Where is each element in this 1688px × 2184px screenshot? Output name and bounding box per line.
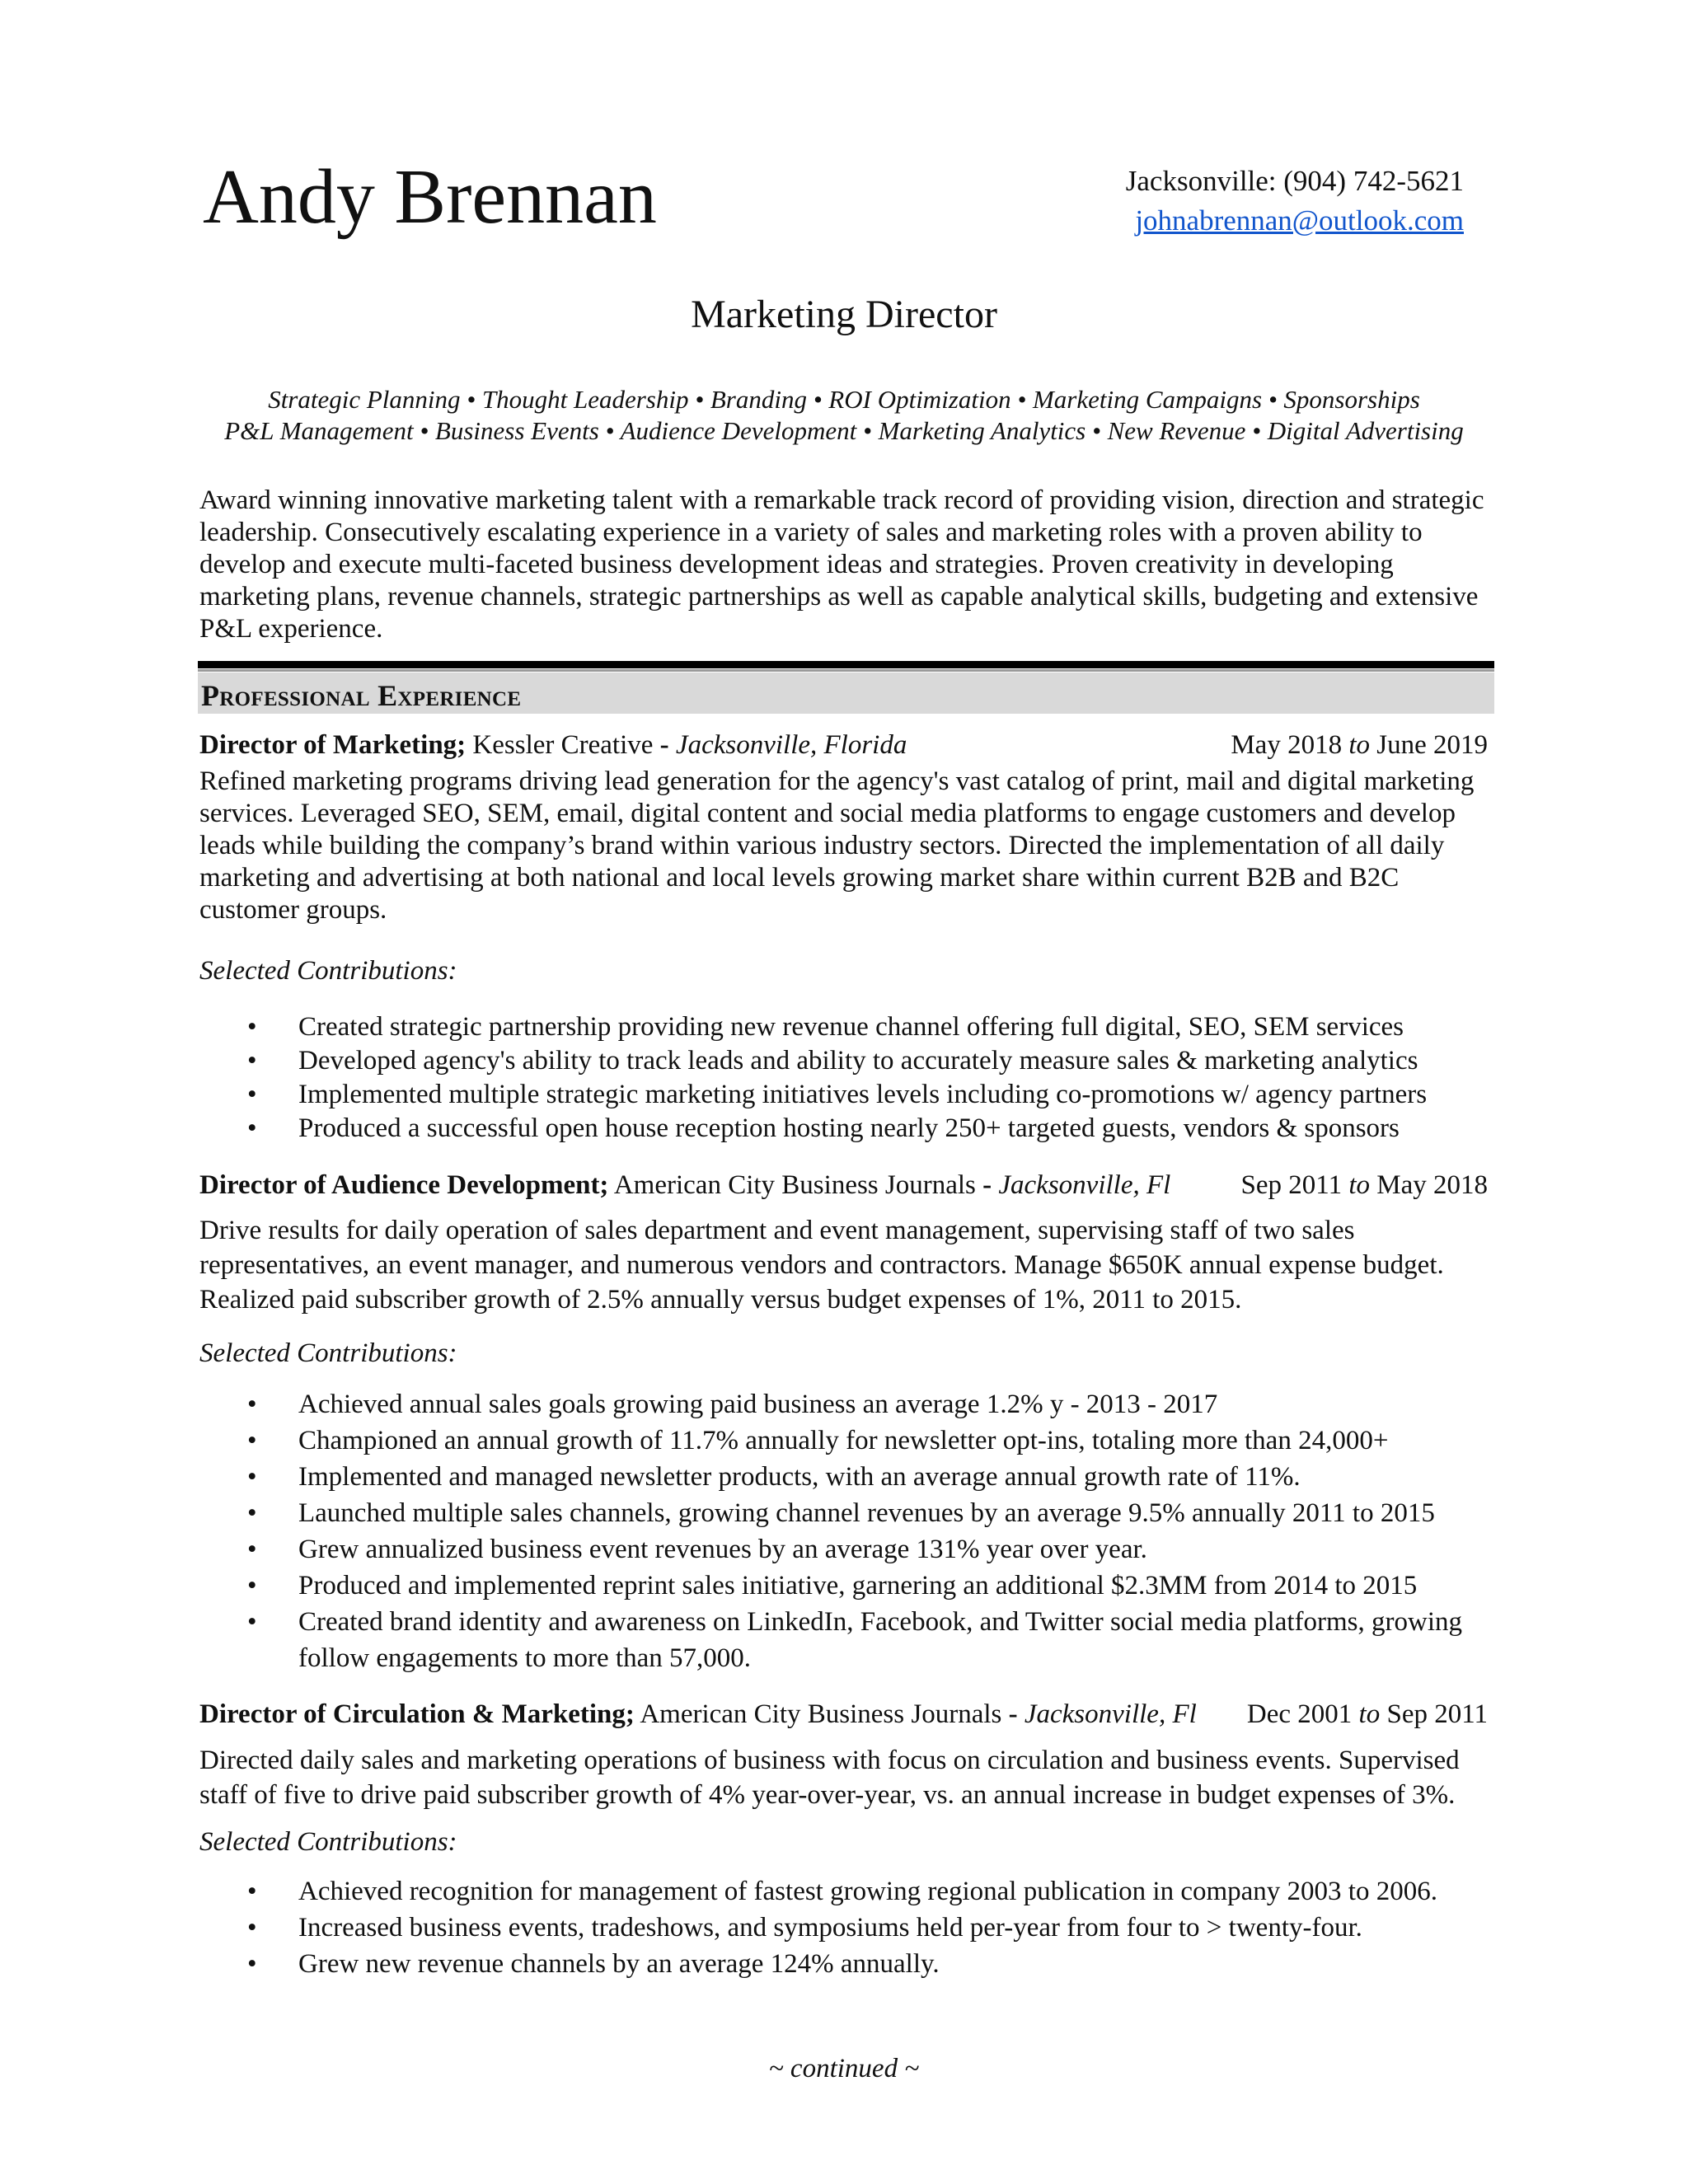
job-role-line (199, 1699, 1197, 1729)
job-start: May 2018 (1231, 730, 1349, 760)
list-item: • Increased business events, tradeshows, and symposiums held per-year from four to > twenty-four. (199, 1910, 1498, 1946)
job-separator: - (659, 730, 676, 760)
list-item: • Produced a successful open house reception hosting nearly 250+ targeted guests, vendors & sponsors (199, 1112, 1498, 1146)
job-dates (1241, 1170, 1488, 1200)
job-description: Drive results for daily operation of sales department and event management, supervising staff of two sales representatives, an event manager, and numerous vendors and contractors. Manage $650K annual expense budget. Realized paid subscriber growth of 2.5% annually versus budget expenses of 1%, 2011 to 2015. (199, 1216, 1444, 1315)
candidate-name: Andy Brennan (203, 154, 657, 240)
contributions-list (199, 1010, 1498, 1146)
job-start: Dec 2001 (1246, 1699, 1359, 1729)
job-dates (1247, 1699, 1488, 1729)
email-link[interactable]: johnabrennan@outlook.com (1135, 204, 1464, 237)
job-end: June 2019 (1370, 730, 1488, 760)
continued-note: ~ continued ~ (768, 2054, 920, 2083)
job-end: May 2018 (1370, 1170, 1488, 1200)
section-title: Professional Experience (201, 679, 522, 712)
list-item: • Implemented and managed newsletter products, with an average annual growth rate of 11%. (199, 1459, 1498, 1495)
list-item: • Produced and implemented reprint sales initiative, garnering an additional $2.3MM from 2014 to 2015 (199, 1568, 1498, 1604)
list-item: • Implemented multiple strategic marketing initiatives levels including co-promotions w/ agency partners (199, 1078, 1498, 1112)
list-item: • Championed an annual growth of 11.7% annually for newsletter opt-ins, totaling more than 24,000+ (199, 1422, 1498, 1459)
section-rule-shadow (198, 669, 1494, 672)
skills-line-2: P&L Management • Business Events • Audience Development • Marketing Analytics • New Revenue • Digital Advertising (224, 416, 1464, 445)
list-item: • Developed agency's ability to track leads and ability to accurately measure sales & marketing analytics (199, 1044, 1498, 1078)
job-location: Jacksonville, Florida (675, 730, 907, 760)
list-item: • Grew new revenue channels by an average 124% annually. (199, 1946, 1498, 1982)
contact-block (1126, 162, 1464, 241)
job-separator: - (982, 1170, 999, 1200)
job-role-line (199, 1170, 1170, 1200)
target-title: Marketing Director (691, 293, 997, 336)
job-company: American City Business Journals (608, 1170, 983, 1200)
job-description: Refined marketing programs driving lead generation for the agency's vast catalog of print, mail and digital marketing services. Leveraged SEO, SEM, email, digital content and social media platforms to engage customers and develop leads while building the company’s brand within various industry sectors. Directed the implementation of all daily marketing and advertising at both national and local levels growing market share within current B2B and B2C customer groups. (199, 766, 1475, 925)
job-company: Kessler Creative (466, 730, 660, 760)
job-dates (1231, 730, 1488, 760)
list-item: • Grew annualized business event revenues by an average 131% year over year. (199, 1531, 1498, 1568)
job-company: American City Business Journals (634, 1699, 1009, 1729)
phone: Jacksonville: (904) 742-5621 (1125, 165, 1464, 197)
job-role: Director of Marketing; (199, 730, 467, 760)
job-location: Jacksonville, Fl (1024, 1699, 1197, 1729)
job-to: to (1348, 1170, 1370, 1200)
contributions-list (199, 1873, 1498, 1982)
selected-contributions-label: Selected Contributions: (199, 956, 457, 986)
job-location: Jacksonville, Fl (998, 1170, 1171, 1200)
list-item: • Achieved annual sales goals growing paid business an average 1.2% y - 2013 - 2017 (199, 1386, 1498, 1422)
job-description: Directed daily sales and marketing operations of business with focus on circulation and business events. Supervised staff of five to drive paid subscriber growth of 4% year-over-year, vs. an annual increase in budget expenses of 3%. (199, 1746, 1460, 1810)
list-item: • Launched multiple sales channels, growing channel revenues by an average 9.5% annually 2011 to 2015 (199, 1495, 1498, 1531)
selected-contributions-label: Selected Contributions: (199, 1827, 457, 1857)
summary-paragraph: Award winning innovative marketing talent with a remarkable track record of providing vision, direction and strategic leadership. Consecutively escalating experience in a variety of sales and marketing roles with a proven ability to develop and execute multi-faceted business development ideas and strategies. Proven creativity in developing marketing plans, revenue channels, strategic partnerships as well as capable analytical skills, budgeting and extensive P&L experience. (199, 485, 1484, 644)
list-item: • Created brand identity and awareness on LinkedIn, Facebook, and Twitter social media platforms, growing follow engagements to more than 57,000. (199, 1604, 1498, 1676)
job-role: Director of Circulation & Marketing; (199, 1699, 635, 1729)
list-item: • Achieved recognition for management of fastest growing regional publication in company 2003 to 2006. (199, 1873, 1498, 1910)
job-header (199, 730, 1488, 760)
job-to: to (1358, 1699, 1381, 1729)
job-header (199, 1170, 1488, 1200)
job-to: to (1348, 730, 1370, 760)
selected-contributions-label: Selected Contributions: (199, 1338, 457, 1368)
job-start: Sep 2011 (1240, 1170, 1349, 1200)
job-role: Director of Audience Development; (199, 1170, 609, 1200)
job-header (199, 1699, 1488, 1729)
job-end: Sep 2011 (1380, 1699, 1488, 1729)
skills-line-1: Strategic Planning • Thought Leadership • Branding • ROI Optimization • Marketing Campaigns • Sponsorships (268, 385, 1420, 414)
skills-banner (165, 384, 1523, 447)
contributions-list (199, 1386, 1498, 1676)
list-item: • Created strategic partnership providing new revenue channel offering full digital, SEO, SEM services (199, 1010, 1498, 1044)
job-role-line (199, 730, 907, 760)
section-rule (198, 661, 1494, 668)
job-separator: - (1008, 1699, 1025, 1729)
